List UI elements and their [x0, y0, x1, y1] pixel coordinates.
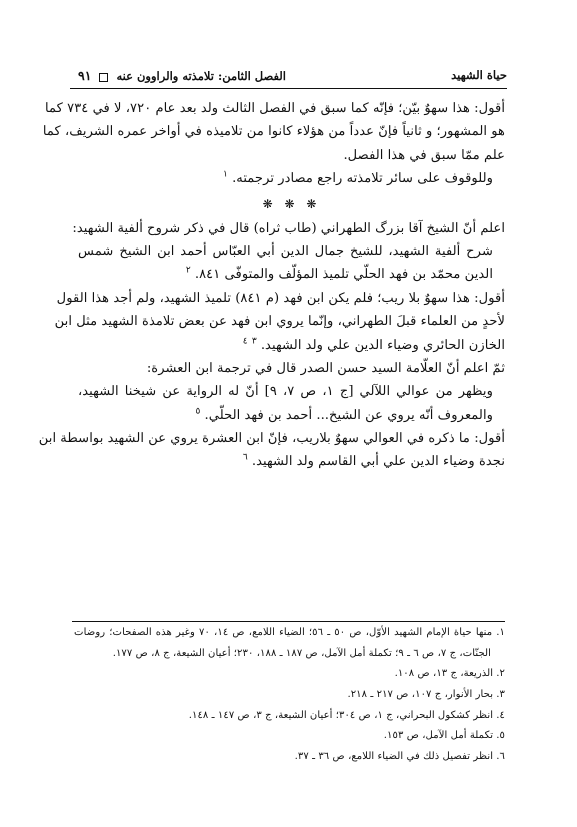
square-separator-icon: [99, 73, 108, 82]
line-text: نجدة وضياء الدين علي أبي القاسم ولد الشهيد.: [251, 454, 505, 470]
text-line: هو المشهور؛ و ثانياً فإنّ عدداً من هؤلاء كانوا من تلاميذه في أواخر عمره الشريف، كما: [42, 124, 505, 140]
footnote-marker: ٣: [251, 336, 257, 347]
text-line: [78, 334, 505, 357]
footnote-continuation: الجنّات، ج ٧، ص ٦ ـ ٩؛ تكملة أمل الآمل، ص ١٨٧ ـ ١٨٨، ٢٣٠؛ أعيان الشيعة، ج ٨، ص ١٧٧.: [112, 647, 491, 659]
footnote: ٤. انظر كشكول البحراني، ج ١، ص ٣٠٤؛ أعيان الشيعة، ج ٣، ص ١٤٧ ـ ١٤٨.: [188, 709, 505, 721]
footnote-marker: ١: [223, 169, 228, 180]
footnote: ٣. بحار الأنوار، ج ١٠٧، ص ٢١٧ ـ ٢١٨.: [347, 689, 505, 701]
page-number: ٩١: [78, 68, 92, 83]
section-divider-stars: ❋ ❋ ❋: [262, 196, 321, 211]
quoted-line: [78, 263, 505, 286]
text-line: [78, 167, 505, 190]
footnote-rule: [72, 621, 505, 622]
text-line: [78, 450, 505, 473]
text-line: أقول: هذا سهوٌ بيّن؛ فإنّه كما سبق في الفصل الثالث ولد بعد عام ٧٢٠، لا في ٧٣٤ كما: [45, 101, 505, 116]
running-header: [78, 66, 507, 86]
footnote: ٦. انظر تفصيل ذلك في الضياء اللامع، ص ٣٦ ـ ٣٧.: [294, 751, 505, 763]
chapter-title: الفصل الثامن: تلامذته والراوون عنه: [116, 69, 286, 83]
quoted-line: ويظهر من عوالي اللآلي [ج ١، ص ٧، ٩] أنّ له الرواية عن شيخنا الشهيد،: [78, 384, 493, 400]
text-line: لأحدٍ من العلماء قبلَ الطهراني، وإنّما يروي ابن فهد عن بعض تلامذة الشهيد مثل ابن: [54, 314, 505, 330]
footnote: ١. منها حياة الإمام الشهيد الأوّل، ص ٥٠ ـ ٥٦؛ الضياء اللامع، ص ١٤، ٧٠ وغير هذه الصفحات؛ روضات: [74, 627, 505, 638]
text-line: علم ممّا سبق في هذا الفصل.: [343, 147, 505, 163]
text-line: ثمّ اعلم أنّ العلّامة السيد حسن الصدر قال في ترجمة ابن العشرة:: [146, 360, 505, 376]
chapter-heading: [78, 68, 286, 83]
quoted-line: شرح ألفية الشهيد، للشيخ جمال الدين أبي العبّاس أحمد ابن الشيخ شمس: [78, 243, 493, 259]
header-rule: [70, 88, 507, 89]
line-text: وللوقوف على سائر تلامذته راجع مصادر ترجمته.: [232, 171, 493, 187]
line-text: الخازن الحائري وضياء الدين علي ولد الشهيد.: [260, 337, 505, 353]
quoted-line: [78, 404, 505, 427]
footnote-marker: ٦: [242, 453, 248, 464]
footnote-marker: ٥: [195, 406, 201, 417]
line-text: الدين محمّد بن فهد الحلّي تلميذ المؤلّف والمتوفّى ٨٤١.: [194, 267, 493, 283]
line-text: والمعروف أنّه يروي عن الشيخ... أحمد بن فهد الحلّي.: [204, 407, 493, 423]
footnote: ٥. تكملة أمل الآمل، ص ١٥٣.: [383, 730, 505, 742]
footnote: ٢. الذريعة، ج ١٣، ص ١٠٨.: [394, 668, 505, 680]
text-line: أقول: هذا سهوٌ بلا ريب؛ فلم يكن ابن فهد (م ٨٤١) تلميذ الشهيد، ولم أجد هذا القول: [56, 290, 505, 306]
footnote-marker: ٤: [242, 336, 248, 347]
running-title: حياة الشهيد: [451, 68, 507, 82]
footnotes: [74, 623, 505, 768]
text-line: اعلم أنّ الشيخ آقا بزرگ الطهراني (طاب ثراه) قال في ذكر شروح ألفية الشهيد:: [72, 220, 505, 236]
text-line: أقول: ما ذكره في العوالي سهوٌ بلاريب، فإنّ ابن العشرة يروي عن الشهيد بواسطة ابن: [38, 431, 505, 447]
main-text: [38, 97, 505, 474]
footnote-marker: ٢: [185, 265, 191, 276]
